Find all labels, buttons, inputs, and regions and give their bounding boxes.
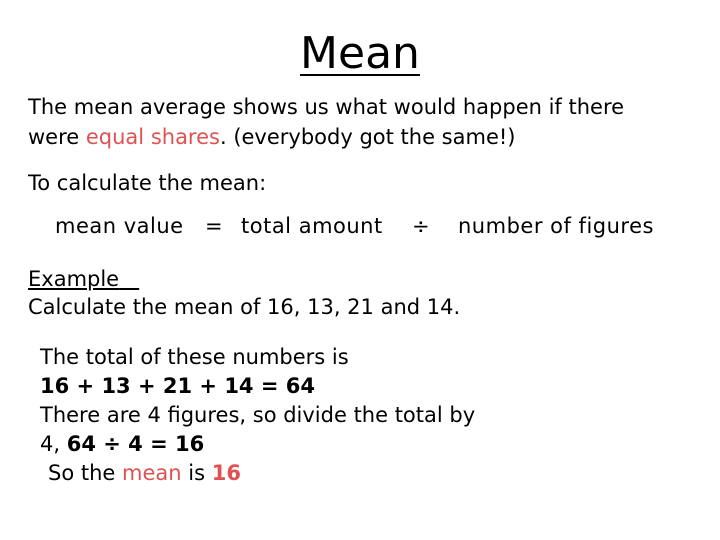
mean-result-value: 16 <box>211 461 241 485</box>
solution-line-1: The total of these numbers is <box>40 345 349 369</box>
solution-division: 64 ÷ 4 = 16 <box>66 432 205 456</box>
solution-sum: 16 + 13 + 21 + 14 = 64 <box>40 374 315 398</box>
formula-equals: = <box>205 214 224 238</box>
example-prompt: Calculate the mean of 16, 13, 21 and 14. <box>28 295 461 319</box>
example-heading: Example <box>28 267 120 291</box>
solution-line-4: 4, 64 ÷ 4 = 16 <box>40 432 205 456</box>
page-title: Mean <box>300 28 420 79</box>
solution-line-3: There are 4 figures, so divide the total by <box>40 403 476 427</box>
equal-shares-highlight: equal shares <box>85 125 220 149</box>
solution-line-5: So the mean is 16 <box>48 461 241 485</box>
intro-line-1: The mean average shows us what would happen if there <box>28 95 625 119</box>
formula-term-mean-value: mean value <box>55 214 184 238</box>
formula-divide: ÷ <box>412 214 431 238</box>
calc-heading: To calculate the mean: <box>28 171 267 195</box>
mean-highlight: mean <box>122 461 182 485</box>
formula-term-number-of-figures: number of figures <box>458 214 654 238</box>
intro-line-2: were equal shares. (everybody got the same!) <box>28 125 516 149</box>
formula-term-total-amount: total amount <box>241 214 383 238</box>
